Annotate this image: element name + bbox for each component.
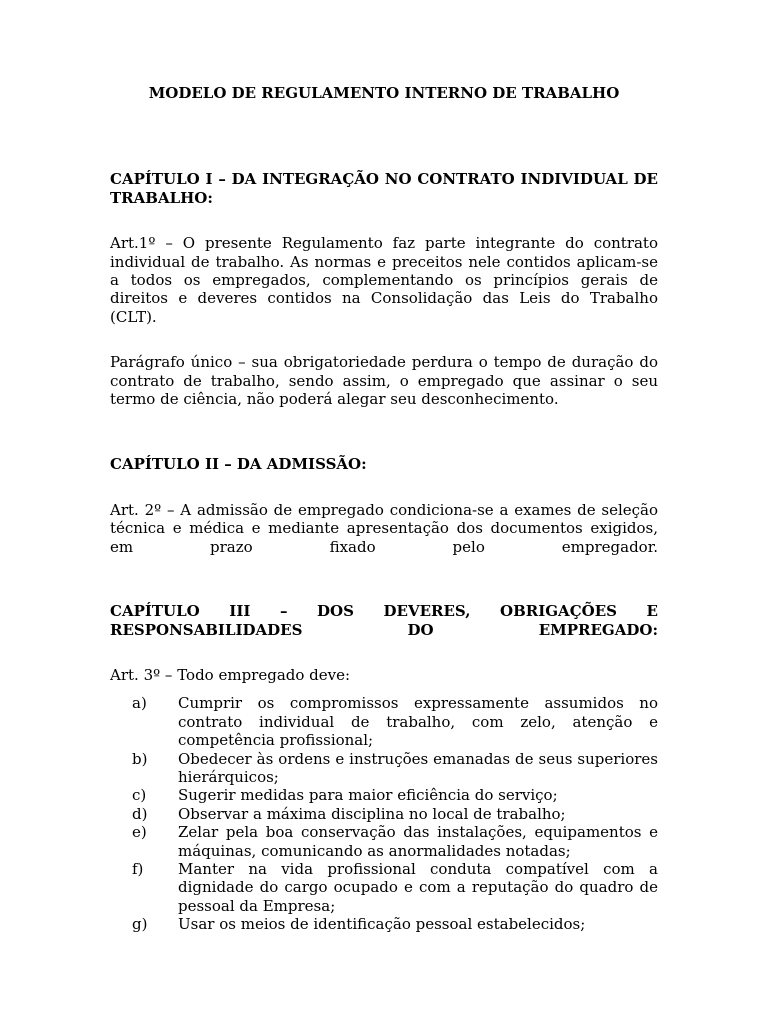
chapter-1-heading: CAPÍTULO I – DA INTEGRAÇÃO NO CONTRATO INDIVIDUAL DE TRABALHO: <box>110 170 658 207</box>
list-item-text: Cumprir os compromissos expressamente assumidos no contrato individual de trabalho, com zelo, atenção e competência profissional; <box>178 694 658 750</box>
list-marker: a) <box>132 694 147 713</box>
article-1: Art.1º – O presente Regulamento faz parte integrante do contrato individual de trabalho. As normas e preceitos nele contidos aplicam-se a todos os empregados, complementando os princípios gerais de direitos e deveres contidos na Consolidação das Leis do Trabalho (CLT). <box>110 234 658 326</box>
chapter-3-heading: CAPÍTULO III – DOS DEVERES, OBRIGAÇÕES E RESPONSABILIDADES DO EMPREGADO: <box>110 602 658 639</box>
list-item <box>110 860 658 915</box>
list-item-text: Zelar pela boa conservação das instalações, equipamentos e máquinas, comunicando as anormalidades notadas; <box>178 823 658 860</box>
list-item-text: Manter na vida profissional conduta compatível com a dignidade do cargo ocupado e com a reputação do quadro de pessoal da Empresa; <box>178 859 658 915</box>
list-marker: d) <box>132 804 148 823</box>
article-2: Art. 2º – A admissão de empregado condiciona-se a exames de seleção técnica e médica e mediante apresentação dos documentos exigidos, em prazo fixado pelo empregador. <box>110 500 658 556</box>
list-marker: e) <box>132 823 147 842</box>
list-item <box>110 786 658 804</box>
list-marker: b) <box>132 749 148 768</box>
list-item <box>110 915 658 933</box>
duties-list <box>110 694 658 933</box>
list-item <box>110 750 658 787</box>
chapter-2-heading: CAPÍTULO II – DA ADMISSÃO: <box>110 455 367 474</box>
list-item-text: Obedecer às ordens e instruções emanadas de seus superiores hierárquicos; <box>178 749 658 786</box>
article-3: Art. 3º – Todo empregado deve: <box>110 665 351 684</box>
list-marker: f) <box>132 859 144 878</box>
list-item-text: Observar a máxima disciplina no local de trabalho; <box>178 804 566 823</box>
list-item <box>110 805 658 823</box>
list-item-text: Usar os meios de identificação pessoal estabelecidos; <box>178 915 586 934</box>
document-page <box>110 84 658 934</box>
list-marker: g) <box>132 915 148 934</box>
list-marker: c) <box>132 786 147 805</box>
list-item-text: Sugerir medidas para maior eficiência do serviço; <box>178 786 558 805</box>
paragraph-unico: Parágrafo único – sua obrigatoriedade perdura o tempo de duração do contrato de trabalho, sendo assim, o empregado que assinar o seu termo de ciência, não poderá alegar seu desconhecimento. <box>110 353 658 409</box>
document-title: MODELO DE REGULAMENTO INTERNO DE TRABALHO <box>148 84 620 102</box>
list-item <box>110 694 658 749</box>
list-item <box>110 823 658 860</box>
